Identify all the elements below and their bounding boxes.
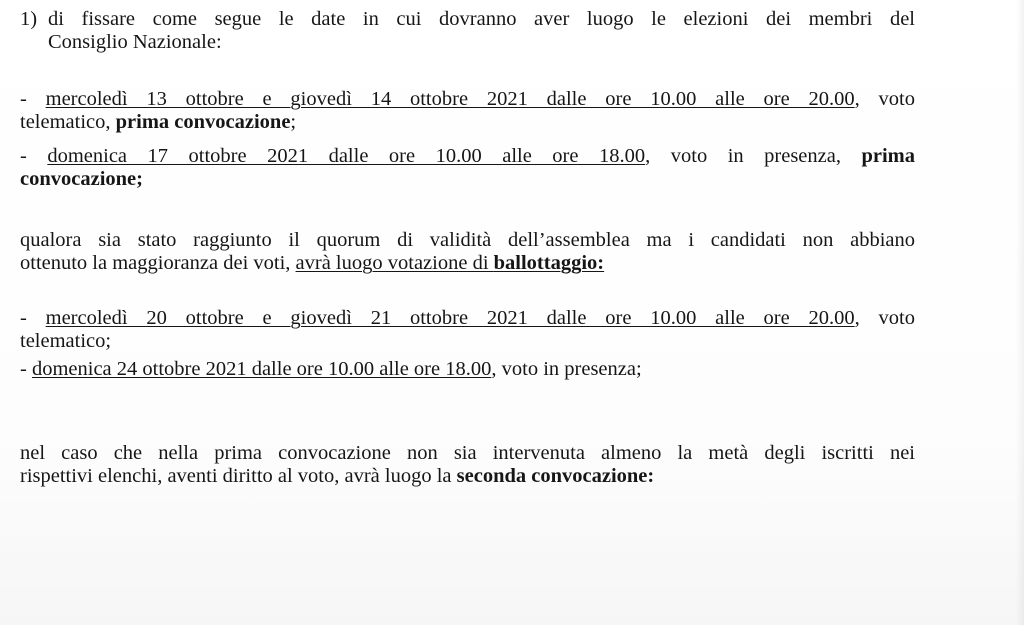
runoff-notice-bold: ballottaggio: (493, 252, 605, 274)
bullet-2-line-1 (20, 145, 915, 168)
runoff-bullet-1-line-1 (20, 307, 915, 330)
bullet-2-call-part-1: prima (861, 145, 915, 167)
runoff-bullet-1-date: mercoledì 20 ottobre e giovedì 21 ottobre 2021 dalle ore 10.00 alle ore 20.00 (45, 307, 855, 329)
bullet-1-line-2 (20, 111, 915, 134)
bullet-1-mode: telematico, (20, 111, 116, 133)
runoff-notice-text: avrà luogo votazione di (295, 252, 494, 274)
item-1-paragraph (20, 8, 915, 54)
bullet-1-after-date: , voto (854, 88, 916, 110)
runoff-bullet-1 (20, 307, 915, 353)
runoff-notice (296, 252, 605, 274)
first-round-bullet-2 (20, 145, 915, 191)
item-1-text: di fissare come segue le date in cui dovranno aver luogo le elezioni dei membri del (48, 8, 915, 30)
runoff-bullet-2-after-date: , voto in presenza; (491, 358, 642, 380)
runoff-bullet-1-after-date: , voto (854, 307, 916, 329)
bullet-2-call-part-2: convocazione; (20, 168, 143, 190)
runoff-bullet-2-line-1 (20, 358, 915, 381)
bullet-1-line-1 (20, 88, 915, 111)
quorum-line-2 (20, 252, 915, 275)
second-call-line-2 (20, 465, 915, 488)
item-number: 1) (20, 8, 38, 30)
item-1-line-1 (20, 8, 915, 31)
bullet-2-date: domenica 17 ottobre 2021 dalle ore 10.00 alle ore 18.00 (47, 145, 646, 167)
bullet-2-after-date: , voto in presenza, (645, 145, 862, 167)
bullet-1-tail: ; (290, 111, 297, 133)
runoff-bullet-2 (20, 358, 915, 381)
runoff-bullet-1-line-2: telematico; (20, 330, 112, 352)
bullet-2-line-2 (20, 168, 915, 191)
item-1-line-2: Consiglio Nazionale: (48, 31, 222, 53)
bullet-dash: - (20, 145, 27, 167)
bullet-1-date: mercoledì 13 ottobre e giovedì 14 ottobre 2021 dalle ore 10.00 alle ore 20.00 (45, 88, 855, 110)
page-edge-shadow (1016, 0, 1024, 625)
first-round-bullet-1 (20, 88, 915, 134)
runoff-bullet-2-date: domenica 24 ottobre 2021 dalle ore 10.00 alle ore 18.00 (31, 358, 492, 380)
second-call-paragraph (20, 442, 915, 488)
bullet-dash: - (20, 88, 27, 110)
bullet-dash: - (20, 307, 27, 329)
bullet-1-call: prima convocazione (115, 111, 291, 133)
quorum-text: ottenuto la maggioranza dei voti, (20, 252, 296, 274)
second-call-bold: seconda convocazione: (456, 465, 655, 487)
bullet-dash: - (20, 358, 27, 380)
quorum-line-1: qualora sia stato raggiunto il quorum di validità dell’assemblea ma i candidati non abbiano (20, 229, 915, 251)
second-call-text: rispettivi elenchi, aventi diritto al voto, avrà luogo la (20, 465, 457, 487)
quorum-paragraph (20, 229, 915, 275)
second-call-line-1: nel caso che nella prima convocazione non sia intervenuta almeno la metà degli iscritti nei (20, 442, 915, 464)
